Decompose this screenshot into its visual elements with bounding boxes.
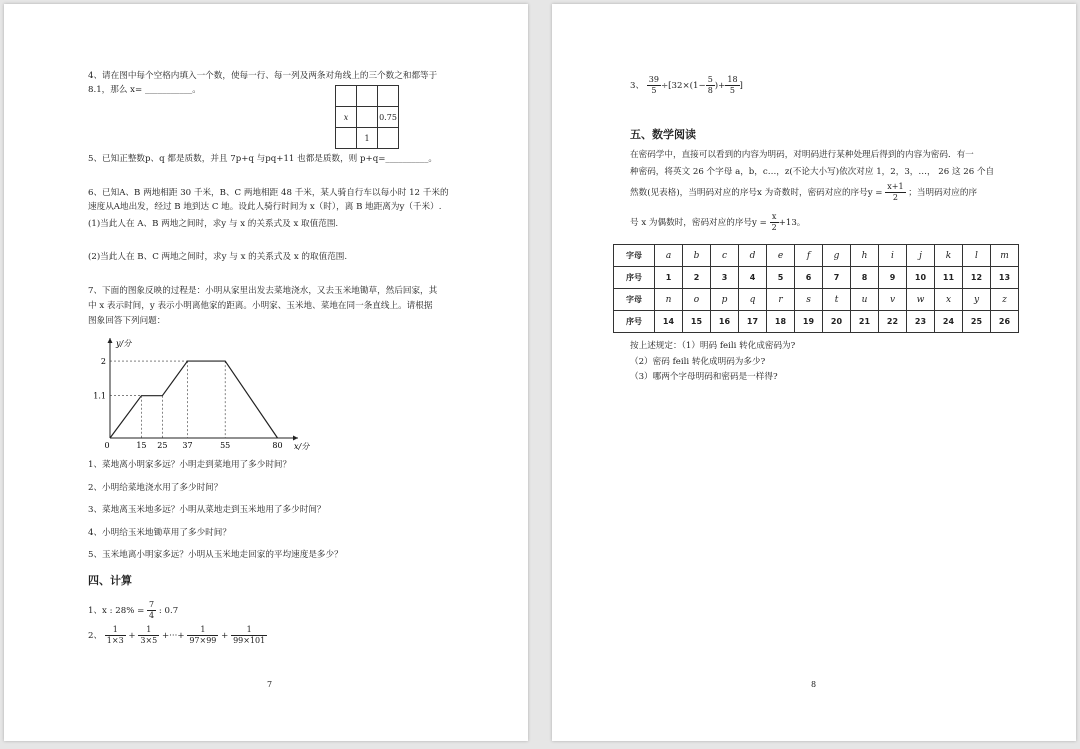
table-cell: 16 — [711, 311, 739, 333]
q6-sub1: (1)当此人在 A、B 两地之间时，求y 与 x 的关系式及 x 取值范围. — [88, 219, 339, 229]
table-cell: k — [935, 245, 963, 267]
table-cell: e — [767, 245, 795, 267]
table-cell: 1 — [655, 267, 683, 289]
calc3-frac: $\frac{18}{5}$ — [727, 75, 738, 95]
x-tick-label: 37 — [182, 441, 193, 450]
table-cell: 6 — [795, 267, 823, 289]
grid-cell — [357, 107, 378, 128]
page-7 — [4, 4, 528, 741]
table-cell: p — [711, 289, 739, 311]
question-1: 1、菜地离小明家多远？小明走到菜地用了多少时间？ — [88, 460, 292, 470]
table-cell: 5 — [767, 267, 795, 289]
table-cell: g — [823, 245, 851, 267]
grid-cell: 1 — [357, 128, 378, 149]
y-tick-label: 2 — [100, 357, 106, 367]
reading-line-1: 在密码学中，直接可以看到的内容为明码，对明码进行某种处理后得到的内容为密码．有一 — [630, 150, 974, 160]
calc2-term: $\frac{1}{3\times 5}$ — [140, 625, 158, 645]
reading-line-2: 种密码，将英文 26 个字母 a，b，c…，z(不论大小写)依次对应 1，2，3，…， 26 这 26 个自 — [630, 167, 995, 177]
table-cell: 26 — [991, 311, 1019, 333]
question-5: 5、玉米地离小明家多远？小明从玉米地走回家的平均速度是多少？ — [88, 550, 343, 560]
calc-1 — [88, 600, 178, 622]
q6-line1: 6、已知A、B 两地相距 30 千米，B、C 两地相距 48 千米，某人骑自行车以每小时 12 千米的 — [88, 188, 449, 198]
table-cell: 10 — [907, 267, 935, 289]
even-rule-fraction: $\frac{x}{2}$ — [771, 212, 777, 232]
table-cell: f — [795, 245, 823, 267]
x-tick-label: 0 — [104, 441, 110, 450]
cipher-table — [613, 244, 1019, 333]
table-cell: m — [991, 245, 1019, 267]
x-tick-label: 55 — [220, 441, 231, 450]
table-cell: r — [767, 289, 795, 311]
table-cell: b — [683, 245, 711, 267]
table-cell: a — [655, 245, 683, 267]
table-cell: s — [795, 289, 823, 311]
reading-line-3: 然数(见表格)，当明码对应的序号x 为奇数时，密码对应的序号y = $\frac{x+1}{2}$ ；当明码对应的序 — [630, 182, 978, 202]
question-3: 3、菜地离玉米地多远？小明从菜地走到玉米地用了多少时间？ — [88, 505, 326, 515]
calc-3: 3、 $\frac{39}{5}$ ÷[32×(1− $\frac{5}{8}$ )+ $\frac{18}{5}$ ] — [630, 75, 743, 95]
question-2: 2、小明给菜地浇水用了多少时间？ — [88, 483, 223, 493]
table-cell: 21 — [851, 311, 879, 333]
x-tick-label: 15 — [136, 441, 147, 450]
table-cell: 18 — [767, 311, 795, 333]
table-cell: d — [739, 245, 767, 267]
x-axis-label: x/分 — [294, 442, 310, 451]
table-cell: 25 — [963, 311, 991, 333]
table-cell: 11 — [935, 267, 963, 289]
q4-line1: 4、请在图中每个空格内填入一个数，使每一行、每一列及两条对角线上的三个数之和都等于 — [88, 71, 438, 81]
q7-line3: 图象回答下列问题： — [88, 316, 166, 326]
table-cell: 19 — [795, 311, 823, 333]
table-cell: l — [963, 245, 991, 267]
table-cell: w — [907, 289, 935, 311]
odd-rule-fraction: $\frac{x+1}{2}$ — [887, 182, 904, 202]
table-cell: n — [655, 289, 683, 311]
y-axis-arrow — [108, 338, 113, 343]
table-cell: y — [963, 289, 991, 311]
calc1-suffix: : 0.7 — [158, 606, 179, 616]
row-header: 字母 — [614, 289, 655, 311]
rule-question-3: （3）哪两个字母明码和密码是一样得? — [630, 372, 778, 382]
page-number-7: 7 — [267, 680, 273, 689]
rule-question-2: （2）密码 feili 转化成明码为多少? — [630, 357, 766, 367]
table-cell: 24 — [935, 311, 963, 333]
x-tick-label: 25 — [157, 441, 168, 450]
row-header: 序号 — [614, 267, 655, 289]
table-cell: t — [823, 289, 851, 311]
y-tick-label: 1.1 — [93, 391, 106, 401]
grid-cell — [357, 86, 378, 107]
calc1-fraction: $\frac{7}{4}$ — [149, 600, 155, 620]
table-cell: z — [991, 289, 1019, 311]
table-cell: 9 — [879, 267, 907, 289]
y-axis-label: y/分 — [116, 339, 132, 348]
number-row — [614, 311, 1019, 333]
magic-square-grid — [335, 85, 399, 149]
section-5-heading: 五、数学阅读 — [630, 128, 696, 141]
table-cell: 17 — [739, 311, 767, 333]
calc3-frac: $\frac{5}{8}$ — [707, 75, 713, 95]
table-cell: v — [879, 289, 907, 311]
table-cell: 12 — [963, 267, 991, 289]
grid-cell — [336, 128, 357, 149]
table-cell: 8 — [851, 267, 879, 289]
page-number-8: 8 — [811, 680, 817, 689]
grid-cell — [336, 86, 357, 107]
calc2-term: $\frac{1}{99\times 101}$ — [233, 625, 266, 645]
q6-sub2: (2)当此人在 B、C 两地之间时，求y 与 x 的关系式及 x 的取值范围. — [88, 252, 348, 262]
grid-cell — [378, 86, 399, 107]
row-header: 字母 — [614, 245, 655, 267]
table-cell: x — [935, 289, 963, 311]
q6-line2: 速度从A地出发，经过 B 地到达 C 地。设此人骑行时间为 x（时），离 B 地距离为y（千米）. — [88, 202, 442, 212]
x-tick-label: 80 — [272, 441, 283, 450]
table-cell: j — [907, 245, 935, 267]
letter-row — [614, 245, 1019, 267]
table-cell: q — [739, 289, 767, 311]
table-cell: i — [879, 245, 907, 267]
table-cell: u — [851, 289, 879, 311]
calc2-term: $\frac{1}{1\times 3}$ — [106, 625, 124, 645]
row-header: 序号 — [614, 311, 655, 333]
rule-question-1: 按上述规定：（1）明码 feili 转化成密码为? — [630, 341, 796, 351]
question-4: 4、小明给玉米地锄草用了多少时间？ — [88, 528, 231, 538]
q7-line2: 中 x 表示时间，y 表示小明离他家的距离。小明家、玉米地、菜地在同一条直线上。请根据 — [88, 301, 433, 311]
table-cell: 2 — [683, 267, 711, 289]
letter-row — [614, 289, 1019, 311]
table-cell: 22 — [879, 311, 907, 333]
distance-time-chart — [90, 334, 310, 452]
table-cell: c — [711, 245, 739, 267]
table-cell: o — [683, 289, 711, 311]
x-axis-arrow — [293, 436, 298, 441]
grid-cell: x — [336, 107, 357, 128]
table-cell: 23 — [907, 311, 935, 333]
table-cell: 13 — [991, 267, 1019, 289]
section-4-heading: 四、计算 — [88, 574, 132, 587]
grid-cell: 0.75 — [378, 107, 399, 128]
q4-line2: 8.1，那么 x= ___________。 — [88, 85, 201, 95]
series-line — [110, 361, 278, 438]
table-cell: h — [851, 245, 879, 267]
table-cell: 20 — [823, 311, 851, 333]
page-8 — [552, 4, 1076, 741]
calc-2: 2、 $\frac{1}{1\times 3}$ + $\frac{1}{3\times 5}$ +···+ $\frac{1}{97\times 99}$ + $\frac{1}{99\times 101}$ — [88, 625, 266, 645]
table-cell: 7 — [823, 267, 851, 289]
table-cell: 4 — [739, 267, 767, 289]
calc3-frac: $\frac{39}{5}$ — [648, 75, 659, 95]
table-cell: 15 — [683, 311, 711, 333]
calc2-term: $\frac{1}{97\times 99}$ — [189, 625, 217, 645]
table-cell: 14 — [655, 311, 683, 333]
calc1-prefix: 1、x : 28% = — [88, 606, 145, 616]
table-cell: 3 — [711, 267, 739, 289]
grid-cell — [378, 128, 399, 149]
q5: 5、已知正整数p、q 都是质数，并且 7p+q 与pq+11 也都是质数，则 p+q=__________。 — [88, 154, 437, 164]
reading-line-4: 号 x 为偶数时，密码对应的序号y = $\frac{x}{2}$ +13。 — [630, 212, 806, 232]
number-row — [614, 267, 1019, 289]
q7-line1: 7、下面的图象反映的过程是：小明从家里出发去菜地浇水，又去玉米地锄草，然后回家，其 — [88, 286, 438, 296]
